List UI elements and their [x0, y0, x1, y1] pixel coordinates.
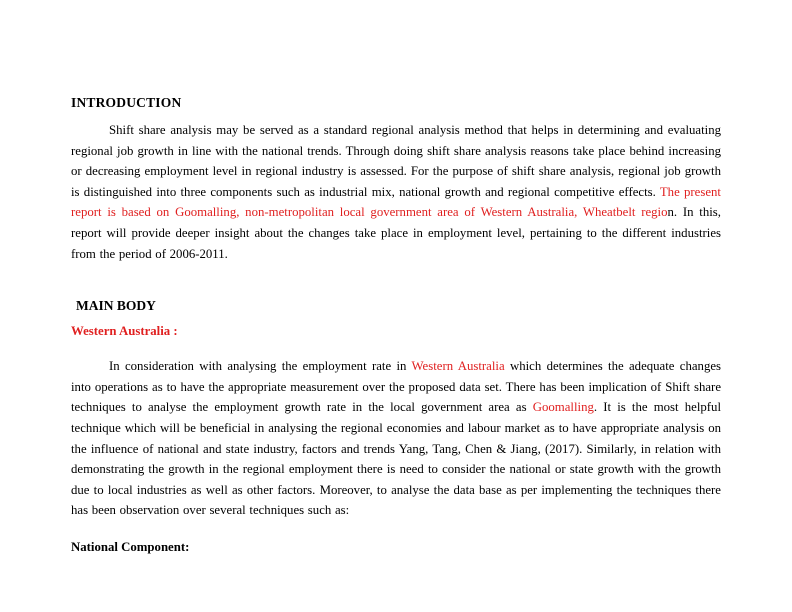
national-component-heading: National Component: [71, 539, 190, 554]
text-run: . It is the most helpful technique which will be beneficial in analysing the regional economies and labour market as to have appropriate analysis on the influence of national and state industry, factors and trends Yang, Tang, Chen & Jiang, (2017). Similarly, in relation with demonstrating the growth in the regional employment there is need to consider the national or state growth with the growth due to local industries as well as other factors. Moreover, to analyse the data base as per implementing the techniques there has been observation over several techniques such as: [71, 400, 722, 518]
red-text-run: Western Australia [411, 359, 505, 374]
text-run: which determines the adequate changes into operations as to have the appropriate measurement over the proposed data set. There has been implication of Shift share techniques to analyse the employment growth rate in the local government area as [71, 359, 721, 415]
text-run: Shift share analysis may be served as a standard regional analysis method that helps in determining and evaluating regional job growth in line with the national trends. Through doing shift share analysis reasons take place behind increasing or decreasing employment level in regional industry is assessed. For the purpose of shift share analysis, regional job growth is distinguished into three components such as industrial mix, national growth and regional competitive effects. [71, 123, 721, 199]
text-run: In consideration with analysing the employment rate in [109, 359, 412, 374]
red-text-run: Goomalling [532, 400, 594, 415]
intro-heading: INTRODUCTION [71, 95, 182, 110]
intro-paragraph [71, 120, 721, 264]
body-paragraph [71, 356, 721, 521]
main-body-heading: MAIN BODY [76, 298, 156, 314]
red-text-run: The present report is based on Goomalling, non-metropolitan local government area of Western Australia, Wheatbelt regio [71, 184, 721, 220]
text-run: n. In this, report will provide deeper insight about the changes take place in employment level, pertaining to the different industries from the period of 2006-2011. [71, 205, 721, 261]
document-content [71, 95, 721, 555]
western-australia-heading: Western Australia : [71, 324, 178, 339]
